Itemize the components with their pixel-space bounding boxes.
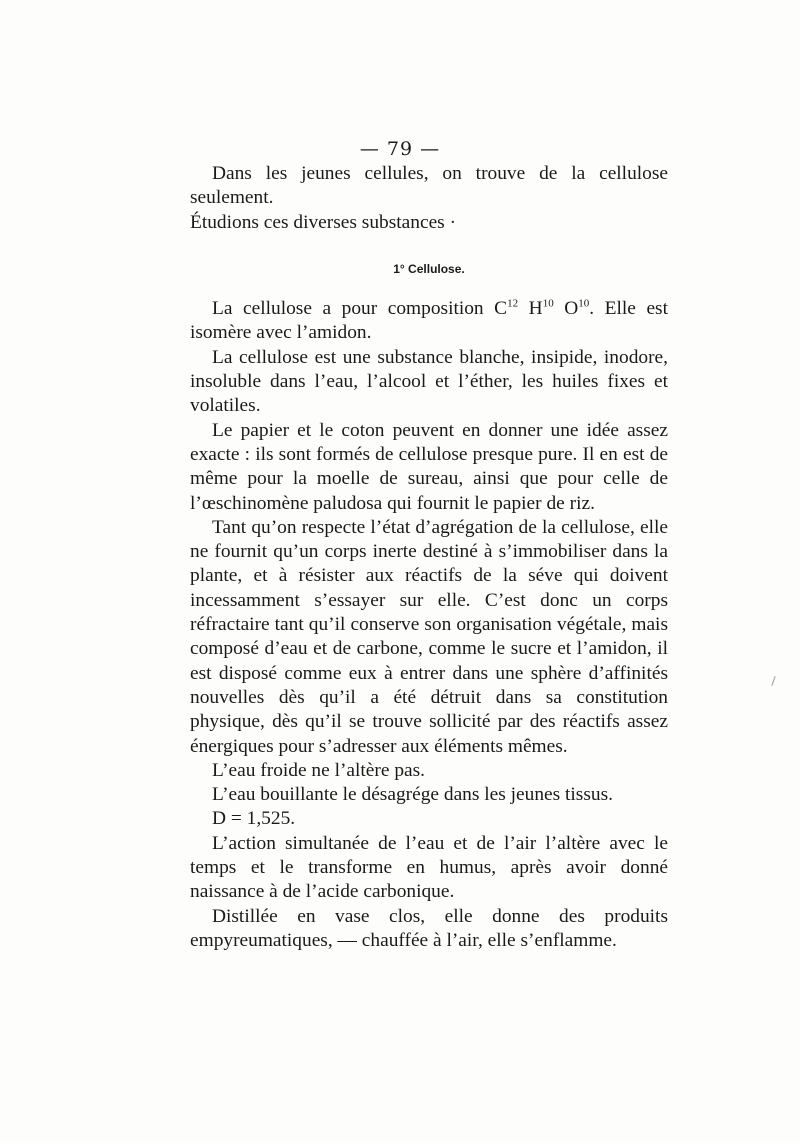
body-text [190,162,668,953]
oxygen-subscript: 10 [578,297,590,310]
margin-mark [771,676,775,686]
composition-text-start: La cellulose a pour composition C [212,298,508,320]
composition-paragraph [190,297,668,346]
paragraph-properties: La cellulose est une substance blanche, insipide, inodore, insoluble dans l’eau, l’alcool et l’éther, les huiles fixes et volatiles. [190,346,668,417]
intro-line-2: Étudions ces diverses substances · [190,211,457,233]
hydrogen-subscript: 10 [542,297,554,310]
page-number: — 79 — [359,138,441,160]
composition-text-o: O [553,298,579,320]
paragraph-humus: L’action simultanée de l’eau et de l’air l’altère avec le temps et le transforme en humus, après avoir donné naissance à de l’acide carbonique. [190,832,668,903]
paragraph-boiling-water: L’eau bouillante le désagrége dans les jeunes tissus. [212,784,613,806]
carbon-subscript: 12 [507,297,519,310]
paragraph-distillation: Distillée en vase clos, elle donne des produits empyreumatiques, — chauffée à l’air, elle s’enflamme. [190,905,668,951]
section-heading: 1° Cellulose. [393,261,465,276]
paragraph-examples: Le papier et le coton peuvent en donner une idée assez exacte : ils sont formés de cellulose presque pure. Il en est de même pour la moelle de sureau, ainsi que pour celle de l’œschinomène paludosa qui fournit le papier de riz. [190,419,668,514]
paragraph-aggregation: Tant qu’on respecte l’état d’agrégation de la cellulose, elle ne fournit qu’un corps inerte destiné à s’immobiliser dans la plante, et à résister aux réactifs de la séve qui doivent incessamment s’essayer sur elle. C’est donc un corps réfractaire tant qu’il conserve son organisation végétale, mais composé d’eau et de carbone, comme le sucre et l’amidon, il est disposé comme eux à entrer dans une sphère d’affinités nouvelles dès qu’il a été détruit dans sa constitution physique, dès qu’il se trouve sollicité par des réactifs assez énergiques pour s’adresser aux éléments mêmes. [190,516,668,757]
composition-text-h: H [518,298,543,320]
composition-text-end: . Elle est isomère avec l’amidon. [190,298,668,344]
intro-line-1: Dans les jeunes cellules, on trouve de la cellulose seulement. [190,163,668,209]
paragraph-density: D = 1,525. [212,808,296,830]
paragraph-cold-water: L’eau froide ne l’altère pas. [212,759,426,781]
